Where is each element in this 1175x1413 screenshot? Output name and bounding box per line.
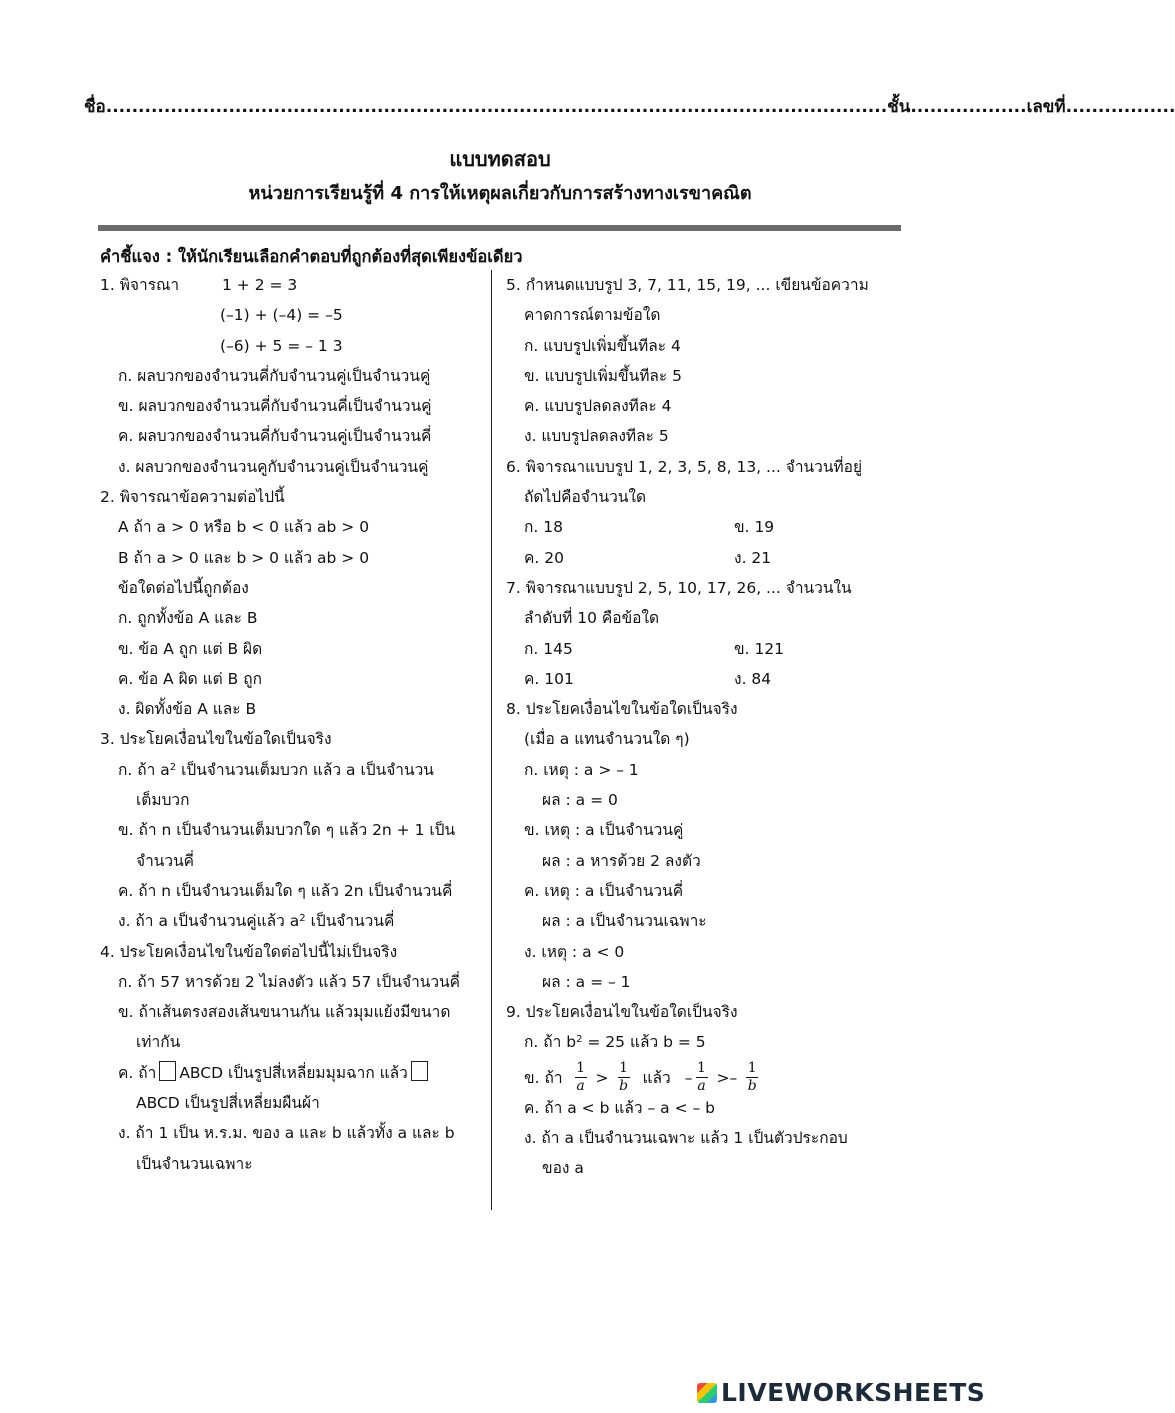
choice-c[interactable]: ค. แบบรูปลดลงทีละ 4 — [524, 397, 672, 416]
question-label: 8. ประโยคเงื่อนไขในข้อใดเป็นจริง — [506, 700, 738, 719]
choice-text: ง. ถ้า a เป็นจำนวนคู่แล้ว a — [118, 912, 300, 931]
operator: > — [595, 1068, 609, 1087]
choice-c-result: ผล : a เป็นจำนวนเฉพาะ — [542, 912, 707, 931]
choice-text: = 25 แล้ว b = 5 — [582, 1033, 706, 1052]
choice-a[interactable]: ก. ถูกทั้งข้อ A และ B — [118, 609, 258, 628]
operator: – — [684, 1068, 693, 1087]
denominator: b — [747, 1078, 757, 1095]
numerator: 1 — [619, 1060, 628, 1077]
question-label-cont: ถัดไปคือจำนวนใด — [524, 488, 647, 507]
choice-b[interactable]: ข. 19 — [734, 518, 775, 537]
choice-c[interactable]: ค. ถ้า n เป็นจำนวนเต็มใด ๆ แล้ว 2n เป็นจำนวนคี่ — [118, 881, 453, 900]
fraction — [696, 1061, 708, 1094]
choice-a[interactable]: ก. 145 — [524, 639, 573, 658]
question-5 — [506, 270, 900, 452]
choice-d-cont: ของ a — [542, 1159, 584, 1178]
question-3 — [100, 724, 485, 936]
choice-b[interactable]: ข. ผลบวกของจำนวนคี่กับจำนวนคี่เป็นจำนวนคู่ — [118, 397, 432, 416]
denominator: a — [697, 1078, 706, 1095]
choice-a[interactable]: ก. แบบรูปเพิ่มขึ้นทีละ 4 — [524, 336, 681, 355]
question-label: 1. พิจารณา — [100, 276, 180, 294]
choice-text: ก. ถ้า a — [118, 760, 170, 779]
rectangle-symbol-icon — [159, 1061, 176, 1081]
liveworksheets-logo — [697, 1378, 985, 1407]
choice-c-cont: ABCD เป็นรูปสี่เหลี่ยมผืนผ้า — [136, 1094, 320, 1113]
choice-b[interactable] — [506, 1058, 900, 1098]
fraction — [575, 1061, 587, 1094]
exponent: 2 — [169, 761, 177, 773]
logo-badge-icon — [697, 1383, 717, 1403]
question-label-cont: ลำดับที่ 10 คือข้อใด — [524, 609, 660, 628]
logo-text: LIVEWORKSHEETS — [721, 1378, 986, 1407]
choice-c[interactable]: ค. เหตุ : a เป็นจำนวนคี่ — [524, 881, 684, 900]
choice-d[interactable]: ง. ผิดทั้งข้อ A และ B — [118, 700, 257, 719]
unit-title: หน่วยการเรียนรู้ที่ 4 การให้เหตุผลเกี่ยวกับการสร้างทางเรขาคณิต — [248, 183, 752, 204]
choice-c[interactable]: ค. ข้อ A ผิด แต่ B ถูก — [118, 669, 262, 688]
choice-a-result: ผล : a = 0 — [542, 791, 618, 810]
choice-text: ABCD เป็นรูปสี่เหลี่ยมมุมฉาก แล้ว — [179, 1063, 408, 1082]
choice-text: ข. ถ้า — [524, 1068, 563, 1087]
choice-b[interactable]: ข. 121 — [734, 639, 785, 658]
question-label: 7. พิจารณาแบบรูป 2, 5, 10, 17, 26, ... จำนวนใน — [506, 578, 852, 597]
choice-b[interactable]: ข. เหตุ : a เป็นจำนวนคู่ — [524, 821, 684, 840]
exponent: 2 — [299, 913, 306, 925]
question-9 — [506, 997, 900, 1183]
choice-text: แล้ว — [642, 1068, 671, 1087]
choice-d-cont: เป็นจำนวนเฉพาะ — [136, 1154, 253, 1173]
choice-b[interactable]: ข. ถ้า n เป็นจำนวนเต็มบวกใด ๆ แล้ว 2n + 1 เป็น — [118, 821, 456, 840]
choice-a[interactable]: ก. ถ้า 57 หารด้วย 2 ไม่ลงตัว แล้ว 57 เป็นจำนวนคี่ — [118, 972, 461, 991]
choice-c[interactable]: ค. ผลบวกของจำนวนคี่กับจำนวนคู่เป็นจำนวนคี่ — [118, 427, 432, 446]
choice-row — [506, 543, 900, 573]
equation: (–1) + (–4) = –5 — [220, 306, 343, 325]
fraction — [618, 1061, 630, 1094]
choice-b[interactable]: ข. ข้อ A ถูก แต่ B ผิด — [118, 639, 263, 658]
choice-c[interactable] — [100, 1058, 485, 1088]
equation: 1 + 2 = 3 — [222, 276, 298, 294]
choice-c[interactable]: ค. ถ้า a < b แล้ว – a < – b — [524, 1098, 715, 1117]
choice-b[interactable]: ข. ถ้าเส้นตรงสองเส้นขนานกัน แล้วมุมแย้งมีขนาด — [118, 1003, 451, 1022]
numerator: 1 — [576, 1060, 585, 1077]
question-8 — [506, 694, 900, 997]
choice-a[interactable] — [100, 755, 485, 785]
question-6 — [506, 452, 900, 573]
student-info-line: ชื่อ.........................................................................................................................ชั้น..................เลขที่................. — [84, 97, 1175, 117]
question-label-cont: คาดการณ์ตามข้อใด — [524, 306, 661, 325]
choice-b-cont: เท่ากัน — [136, 1033, 181, 1052]
choice-d[interactable]: ง. ถ้า a เป็นจำนวนเฉพาะ แล้ว 1 เป็นตัวประกอบ — [524, 1129, 848, 1148]
question-label: 6. พิจารณาแบบรูป 1, 2, 3, 5, 8, 13, ... จำนวนที่อยู่ — [506, 457, 863, 476]
numerator: 1 — [747, 1060, 757, 1077]
choice-d[interactable]: ง. ผลบวกของจำนวนคูกับจำนวนคู่เป็นจำนวนคู่ — [118, 457, 429, 476]
choice-row — [506, 634, 900, 664]
instruction: คำชี้แจง : ให้นักเรียนเลือกคำตอบที่ถูกต้องที่สุดเพียงข้อเดียว — [100, 247, 523, 266]
question-4 — [100, 937, 485, 1179]
exponent: 2 — [576, 1034, 583, 1046]
statement-a: A ถ้า a > 0 หรือ b < 0 แล้ว ab > 0 — [118, 518, 370, 537]
choice-a[interactable]: ก. ผลบวกของจำนวนคี่กับจำนวนคู่เป็นจำนวนคู่ — [118, 366, 431, 385]
choice-d[interactable]: ง. เหตุ : a < 0 — [524, 942, 625, 961]
page-title: แบบทดสอบ — [449, 147, 551, 171]
choice-text: ค. ถ้า — [118, 1063, 157, 1082]
statement-b: B ถ้า a > 0 และ b > 0 แล้ว ab > 0 — [118, 548, 370, 567]
choice-text: เป็นจำนวนคี่ — [305, 912, 395, 931]
column-divider — [491, 270, 492, 1210]
rectangle-symbol-icon — [411, 1061, 428, 1081]
question-label: 5. กำหนดแบบรูป 3, 7, 11, 15, 19, ... เขียนข้อความ — [506, 276, 869, 294]
denominator: b — [619, 1078, 629, 1095]
question-label: 2. พิจารณาข้อความต่อไปนี้ — [100, 488, 285, 507]
choice-a-cont: เต็มบวก — [136, 791, 190, 810]
question-7 — [506, 573, 900, 694]
question-prompt: ข้อใดต่อไปนี้ถูกต้อง — [118, 578, 249, 597]
choice-a[interactable] — [506, 1027, 900, 1057]
choice-c[interactable]: ค. 101 — [524, 669, 574, 688]
question-label: 4. ประโยคเงื่อนไขในข้อใดต่อไปนี้ไม่เป็นจริง — [100, 942, 398, 961]
operator: >– — [716, 1068, 738, 1087]
choice-d[interactable]: ง. ถ้า 1 เป็น ห.ร.ม. ของ a และ b แล้วทั้ง a และ b — [118, 1124, 455, 1143]
title-divider — [98, 225, 901, 231]
numerator: 1 — [697, 1060, 706, 1077]
choice-d[interactable] — [100, 906, 485, 936]
denominator: a — [576, 1078, 585, 1095]
choice-d[interactable]: ง. 21 — [734, 548, 772, 567]
choice-b-result: ผล : a หารด้วย 2 ลงตัว — [542, 851, 701, 870]
choice-a[interactable]: ก. เหตุ : a > – 1 — [524, 760, 639, 779]
choice-d[interactable]: ง. 84 — [734, 669, 772, 688]
choice-a[interactable]: ก. 18 — [524, 518, 563, 537]
question-1 — [100, 270, 485, 482]
fraction — [746, 1061, 758, 1094]
choice-b[interactable]: ข. แบบรูปเพิ่มขึ้นทีละ 5 — [524, 366, 683, 385]
question-note: (เมื่อ a แทนจำนวนใด ๆ) — [524, 730, 690, 749]
left-column — [100, 270, 485, 1179]
choice-row — [506, 512, 900, 542]
question-2 — [100, 482, 485, 724]
question-label: 9. ประโยคเงื่อนไขในข้อใดเป็นจริง — [506, 1003, 738, 1022]
right-column — [506, 270, 900, 1184]
question-label: 3. ประโยคเงื่อนไขในข้อใดเป็นจริง — [100, 730, 332, 749]
choice-text: ก. ถ้า b — [524, 1033, 577, 1052]
equation: (–6) + 5 = – 1 3 — [220, 336, 343, 355]
choice-d-result: ผล : a = – 1 — [542, 972, 631, 991]
choice-d[interactable]: ง. แบบรูปลดลงทีละ 5 — [524, 427, 669, 446]
choice-b-cont: จำนวนคี่ — [136, 851, 195, 870]
choice-row — [506, 664, 900, 694]
choice-text: เป็นจำนวนเต็มบวก แล้ว a เป็นจำนวน — [176, 760, 434, 779]
choice-c[interactable]: ค. 20 — [524, 548, 564, 567]
